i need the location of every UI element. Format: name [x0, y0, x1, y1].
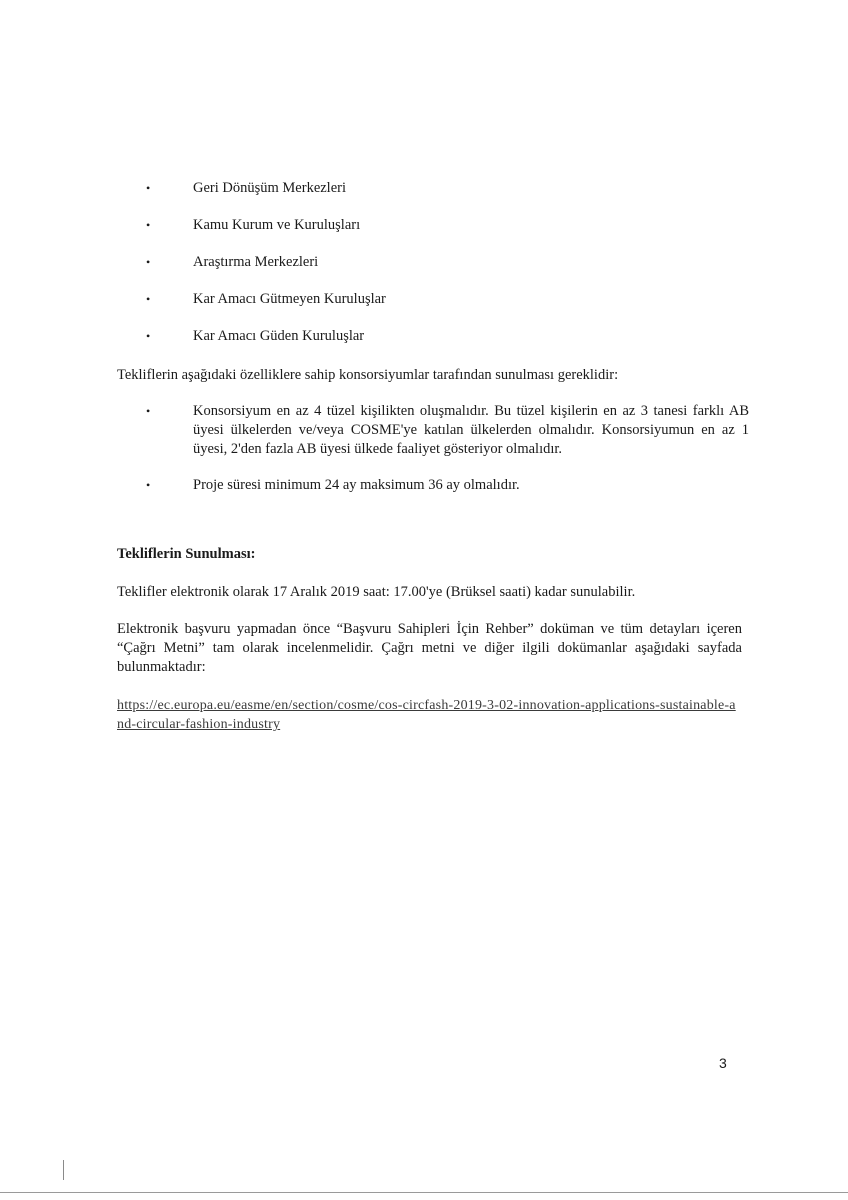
call-document-link[interactable]: https://ec.europa.eu/easme/en/section/cosme/cos-circfash-2019-3-02-innovation-applications-sustainable-and-circular-fashion-industry	[117, 698, 736, 732]
list-item-text: Geri Dönüşüm Merkezleri	[193, 180, 347, 196]
list-item-text: Kar Amacı Güden Kuruluşlar	[193, 328, 365, 344]
guide-paragraph: Elektronik başvuru yapmadan önce “Başvuru Sahipleri İçin Rehber” doküman ve tüm detayları içeren “Çağrı Metni” tam olarak incelenmelidir. Çağrı metni ve diğer ilgili dokümanlar aşağıdaki sayfada bulunmaktadır:	[117, 621, 742, 675]
bullet-marker: •	[146, 404, 151, 418]
bullet-marker: •	[146, 255, 151, 269]
list-item-text: Konsorsiyum en az 4 tüzel kişilikten oluşmalıdır. Bu tüzel kişilerin en az 3 tanesi farklı AB üyesi ülkelerden ve/veya COSME'ye katılan ülkelerden olmalıdır. Konsorsiyumun en az 1 üyesi, 2'den fazla AB üyesi ülkede faaliyet gösteriyor olmalıdır.	[193, 403, 749, 457]
bullet-marker: •	[146, 292, 151, 306]
page-number: 3	[719, 1055, 727, 1071]
list-item-text: Proje süresi minimum 24 ay maksimum 36 ay olmalıdır.	[193, 477, 520, 493]
list-item-text: Kamu Kurum ve Kuruluşları	[193, 217, 361, 233]
list-item-text: Kar Amacı Gütmeyen Kuruluşlar	[193, 291, 386, 307]
bullet-marker: •	[146, 218, 151, 232]
bullet-marker: •	[146, 478, 151, 492]
list-item-text: Araştırma Merkezleri	[193, 254, 319, 270]
bullet-marker: •	[146, 329, 151, 343]
consortium-intro: Tekliflerin aşağıdaki özelliklere sahip konsorsiyumlar tarafından sunulması gereklidir:	[117, 367, 619, 383]
bullet-marker: •	[146, 181, 151, 195]
page-bottom-edge	[0, 1192, 848, 1193]
section-heading: Tekliflerin Sunulması:	[117, 546, 256, 562]
submission-paragraph: Teklifler elektronik olarak 17 Aralık 2019 saat: 17.00'ye (Brüksel saati) kadar sunulabilir.	[117, 584, 636, 600]
scan-edge-mark	[63, 1160, 64, 1180]
